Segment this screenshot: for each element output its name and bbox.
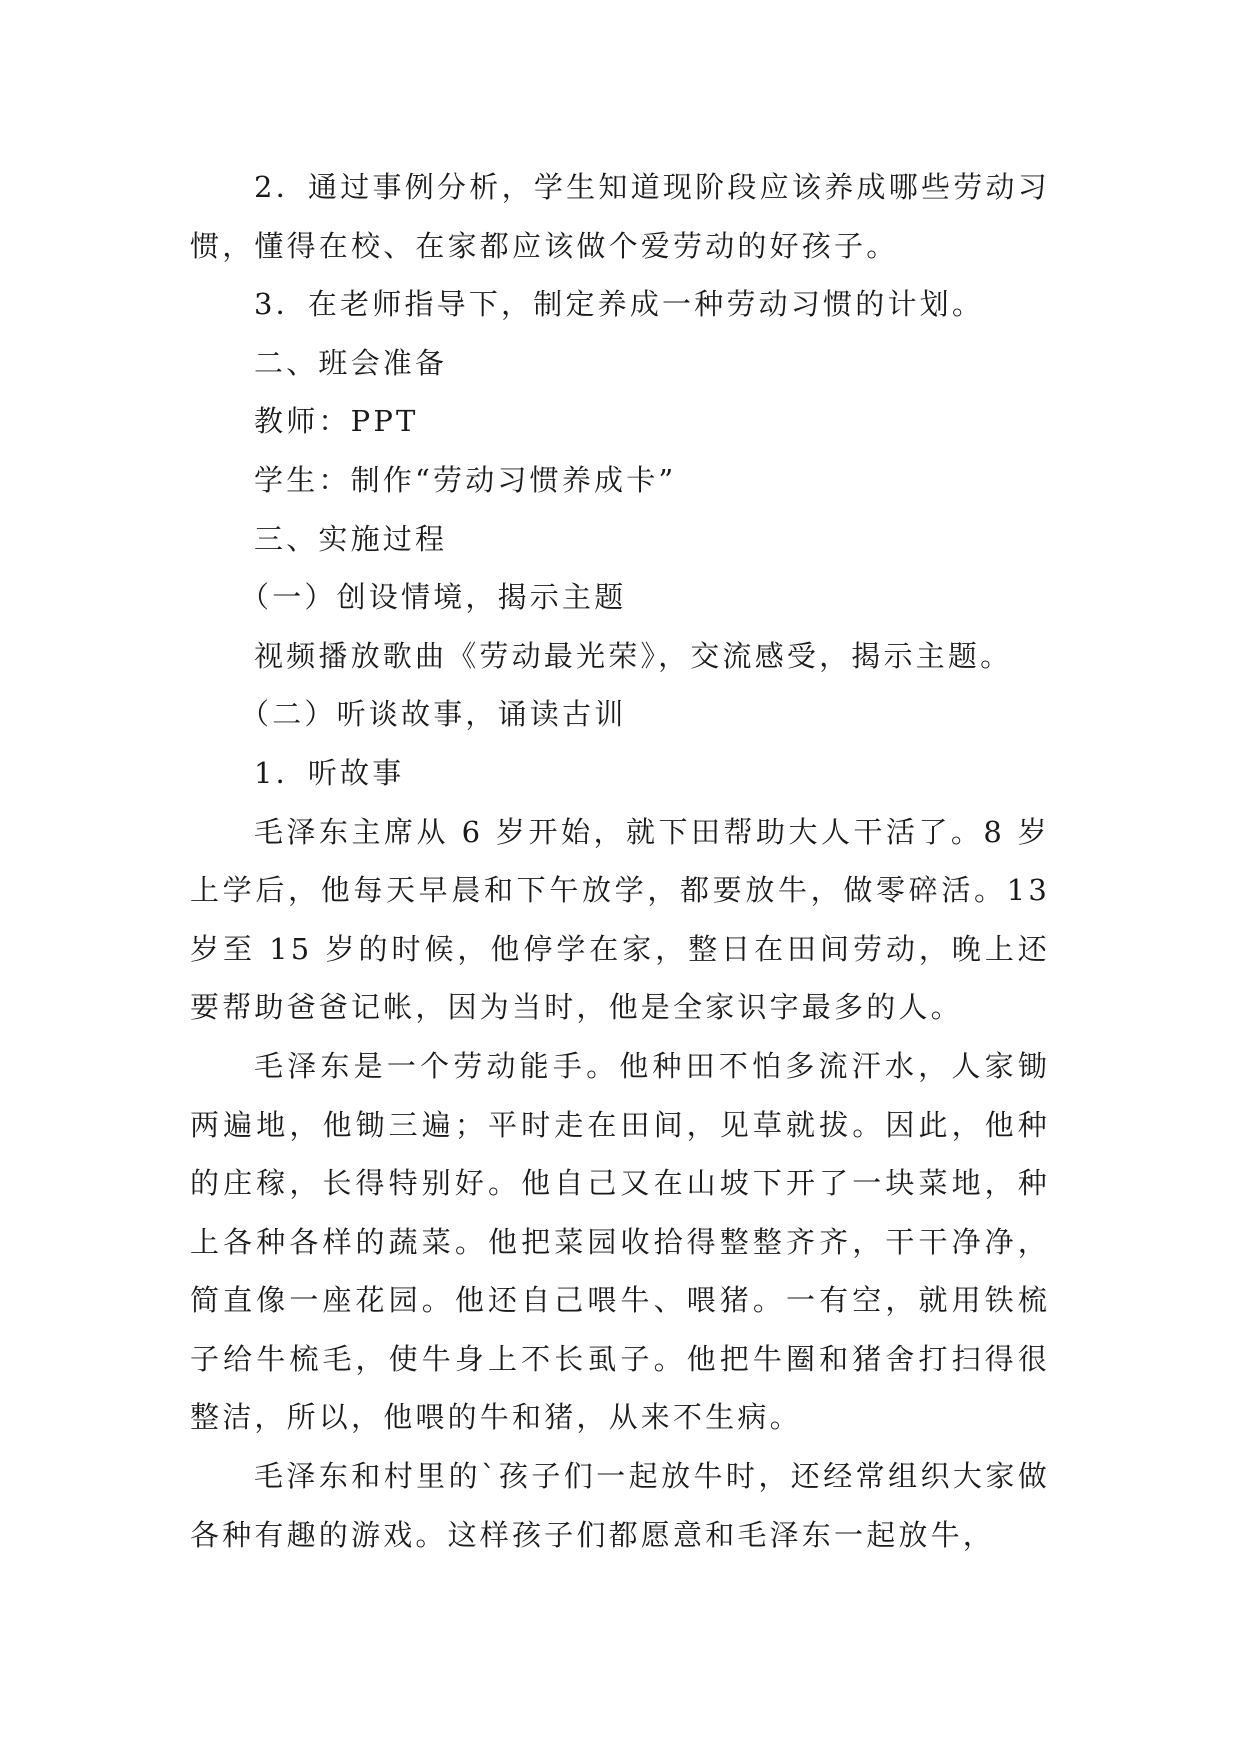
heading-listen-story: 1．听故事 [254, 755, 405, 790]
paragraph-objective-2: 2．通过事例分析，学生知道现阶段应该养成哪些劳动习惯，懂得在校、在家都应该做个爱劳动的好孩子。 [190, 170, 1050, 263]
paragraph-student-prep: 学生：制作“劳动习惯养成卡” [254, 462, 677, 497]
document-body [190, 158, 1050, 1564]
paragraph-objective-3: 3．在老师指导下，制定养成一种劳动习惯的计划。 [254, 287, 985, 322]
paragraph-story-3: 毛泽东和村里的`孩子们一起放牛时，还经常组织大家做各种有趣的游戏。这样孩子们都愿意和毛泽东一起放牛， [190, 1459, 1050, 1552]
paragraph-video: 视频播放歌曲《劳动最光荣》，交流感受，揭示主题。 [254, 638, 1013, 673]
subheading-step-1: （一）创设情境，揭示主题 [240, 580, 627, 615]
subheading-step-2: （二）听谈故事，诵读古训 [240, 697, 627, 732]
paragraph-teacher-prep: 教师：PPT [254, 404, 419, 439]
paragraph-story-1: 毛泽东主席从 6 岁开始，就下田帮助大人干活了。8 岁上学后，他每天早晨和下午放学，都要放牛，做零碎活。13 岁至 15 岁的时候，他停学在家，整日在田间劳动，晚上还要帮助爸爸记帐，因为当时，他是全家识字最多的人。 [190, 814, 1050, 1025]
heading-process: 三、实施过程 [254, 521, 448, 556]
heading-preparation: 二、班会准备 [254, 345, 448, 380]
paragraph-story-2: 毛泽东是一个劳动能手。他种田不怕多流汗水，人家锄两遍地，他锄三遍；平时走在田间，见草就拔。因此，他种的庄稼，长得特别好。他自己又在山坡下开了一块菜地，种上各种各样的蔬菜。他把菜园收拾得整整齐齐，干干净净，简直像一座花园。他还自己喂牛、喂猪。一有空，就用铁梳子给牛梳毛，使牛身上不长虱子。他把牛圈和猪舍打扫得很整洁，所以，他喂的牛和猪，从来不生病。 [190, 1048, 1050, 1435]
